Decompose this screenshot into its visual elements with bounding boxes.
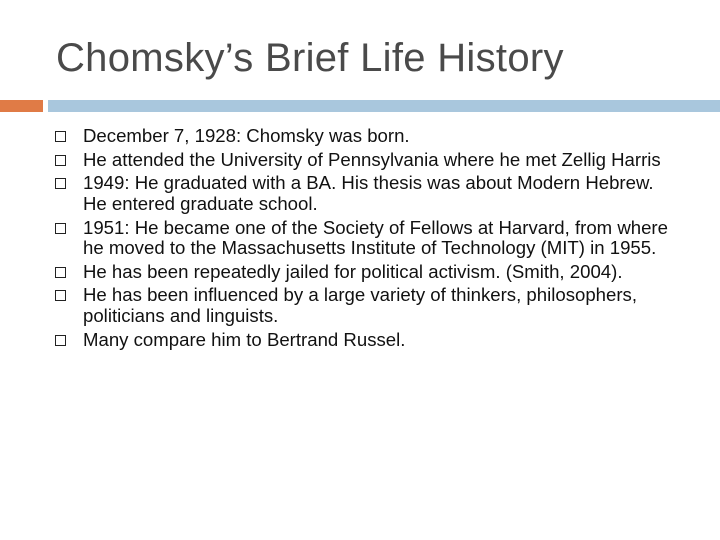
bullet-item bbox=[55, 330, 675, 351]
checkbox-square-icon bbox=[55, 223, 66, 234]
checkbox-square-icon bbox=[55, 335, 66, 346]
checkbox-square-icon bbox=[55, 178, 66, 189]
bullet-item bbox=[55, 262, 675, 283]
bullet-item bbox=[55, 126, 675, 147]
bullet-text: 1949: He graduated with a BA. His thesis was about Modern Hebrew. He entered graduate school. bbox=[83, 172, 654, 214]
checkbox-square-icon bbox=[55, 155, 66, 166]
bullet-text: He has been influenced by a large variety of thinkers, philosophers, politicians and linguists. bbox=[83, 284, 638, 326]
bullet-text: December 7, 1928: Chomsky was born. bbox=[83, 125, 410, 146]
bullet-item bbox=[55, 173, 675, 214]
bullet-list bbox=[55, 126, 675, 353]
accent-bar-right bbox=[48, 100, 720, 112]
checkbox-square-icon bbox=[55, 267, 66, 278]
bullet-text: 1951: He became one of the Society of Fellows at Harvard, from where he moved to the Massachusetts Institute of Technology (MIT) in 1955. bbox=[83, 216, 668, 259]
bullet-item bbox=[55, 285, 675, 326]
bullet-text: Many compare him to Bertrand Russel. bbox=[83, 328, 406, 350]
bullet-text: He attended the University of Pennsylvania where he met Zellig Harris bbox=[83, 148, 661, 170]
accent-bar-left bbox=[0, 100, 43, 112]
checkbox-square-icon bbox=[55, 290, 66, 301]
bullet-item bbox=[55, 218, 675, 259]
checkbox-square-icon bbox=[55, 131, 66, 142]
bullet-item bbox=[55, 150, 675, 171]
bullet-text: He has been repeatedly jailed for political activism. (Smith, 2004). bbox=[83, 260, 623, 282]
slide-title: Chomsky’s Brief Life History bbox=[56, 36, 564, 80]
